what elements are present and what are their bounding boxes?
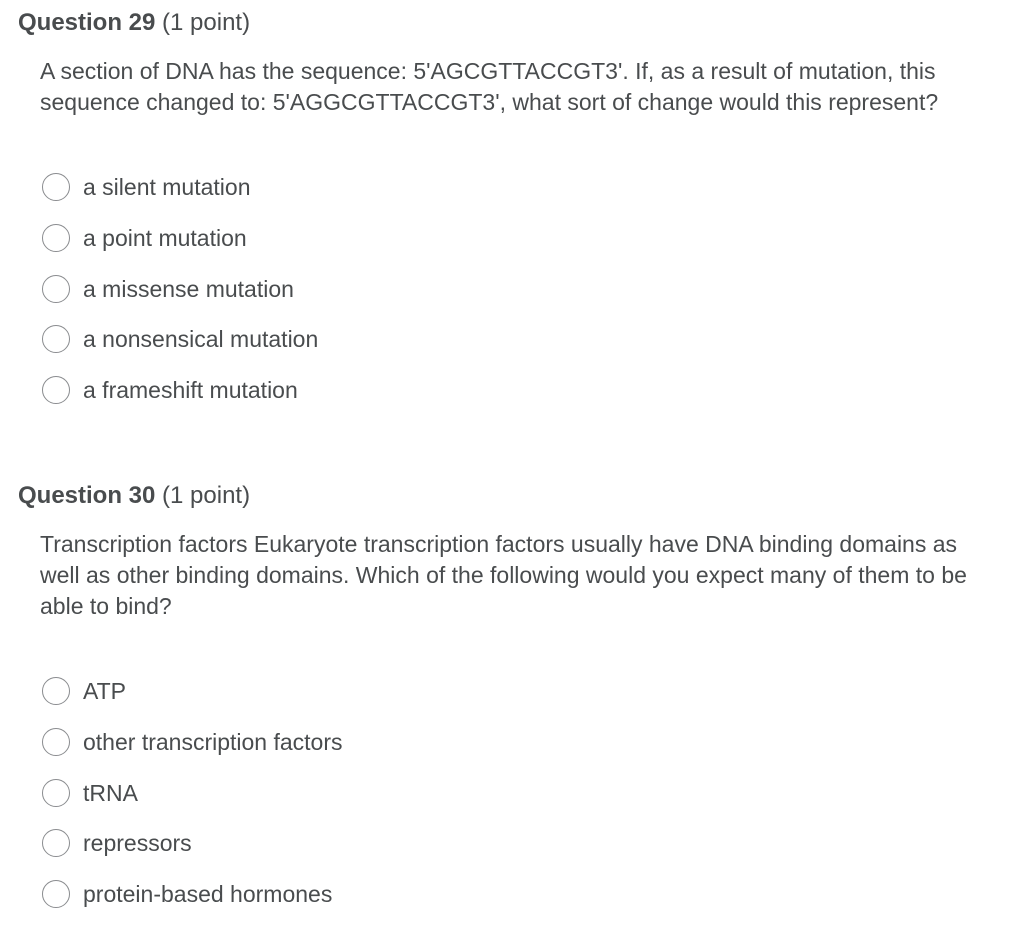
radio-button-icon[interactable] bbox=[42, 677, 70, 705]
question-number: Question 30 bbox=[18, 482, 156, 509]
option-label[interactable]: protein-based hormones bbox=[83, 881, 333, 908]
radio-button-icon[interactable] bbox=[42, 376, 70, 404]
question-points: (1 point) bbox=[162, 482, 251, 509]
radio-button-icon[interactable] bbox=[42, 275, 70, 303]
answer-option[interactable] bbox=[42, 717, 1008, 768]
answer-option[interactable] bbox=[42, 365, 1008, 416]
radio-button-icon[interactable] bbox=[42, 829, 70, 857]
option-label[interactable]: repressors bbox=[83, 830, 192, 857]
answer-option[interactable] bbox=[42, 263, 1008, 314]
option-label[interactable]: a frameshift mutation bbox=[83, 377, 298, 404]
option-label[interactable]: a missense mutation bbox=[83, 275, 294, 302]
answer-option[interactable] bbox=[42, 213, 1008, 264]
question-text: Transcription factors Eukaryote transcription factors usually have DNA binding domains as well as other binding domains. Which of the following would you expect many of them to be able to bind? bbox=[40, 531, 967, 619]
radio-button-icon[interactable] bbox=[42, 880, 70, 908]
radio-button-icon[interactable] bbox=[42, 325, 70, 353]
radio-button-icon[interactable] bbox=[42, 173, 70, 201]
question-number: Question 29 bbox=[18, 9, 156, 36]
option-label[interactable]: other transcription factors bbox=[83, 729, 343, 756]
radio-button-icon[interactable] bbox=[42, 728, 70, 756]
option-label[interactable]: a nonsensical mutation bbox=[83, 326, 319, 353]
question-header bbox=[18, 6, 1008, 40]
question-29 bbox=[18, 6, 1008, 415]
radio-button-icon[interactable] bbox=[42, 224, 70, 252]
answer-option[interactable] bbox=[42, 666, 1008, 717]
question-header bbox=[18, 479, 1008, 513]
answer-option[interactable] bbox=[42, 818, 1008, 869]
answer-options bbox=[42, 666, 1008, 919]
answer-option[interactable] bbox=[42, 767, 1008, 818]
option-label[interactable]: tRNA bbox=[83, 779, 138, 806]
question-30 bbox=[18, 479, 1008, 919]
answer-options bbox=[42, 162, 1008, 415]
option-label[interactable]: ATP bbox=[83, 678, 127, 705]
radio-button-icon[interactable] bbox=[42, 779, 70, 807]
question-text: A section of DNA has the sequence: 5'AGCGTTACCGT3'. If, as a result of mutation, this sequence changed to: 5'AGGCGTTACCGT3', what sort of change would this represent? bbox=[40, 58, 939, 115]
option-label[interactable]: a silent mutation bbox=[83, 174, 251, 201]
answer-option[interactable] bbox=[42, 162, 1008, 213]
question-points: (1 point) bbox=[162, 9, 251, 36]
answer-option[interactable] bbox=[42, 869, 1008, 920]
option-label[interactable]: a point mutation bbox=[83, 225, 247, 252]
answer-option[interactable] bbox=[42, 314, 1008, 365]
